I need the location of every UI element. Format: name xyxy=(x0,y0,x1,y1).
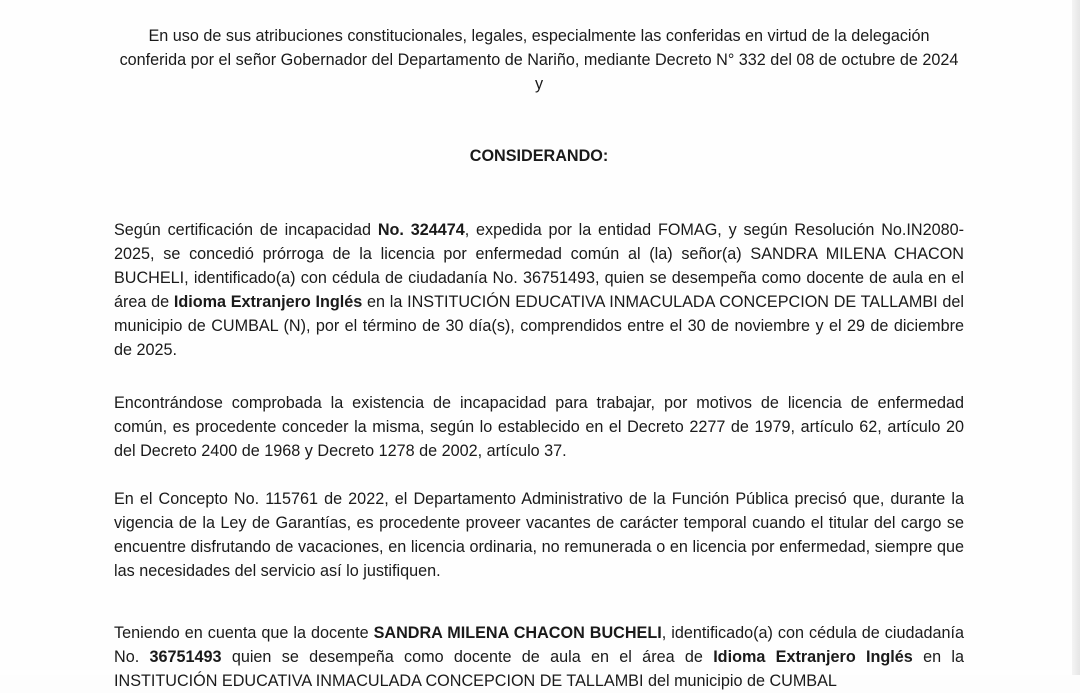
paragraph-1 xyxy=(114,218,964,362)
paragraph-1-certificate-number: No. 324474 xyxy=(377,221,465,239)
paragraph-1-text-c: , expedida por la entidad FOMAG, y según Resolución No.IN2080-2025, se concedió prórroga de la licencia por enfermedad común al (la) señor(a) SANDRA MILENA CHACON BUCHELI, identificado(a) con cédula de ciudadanía No. 36751493, quien se desempeña como docente de aula en el área de xyxy=(114,221,965,311)
paragraph-4 xyxy=(114,621,964,693)
page-edge-shadow xyxy=(1072,0,1080,675)
paragraph-4-teacher-name: SANDRA MILENA CHACON BUCHELI xyxy=(373,624,662,642)
paragraph-4-text-c: , identificado(a) con cédula de ciudadanía No. xyxy=(114,624,964,666)
considerando-heading: CONSIDERANDO: xyxy=(469,147,609,165)
paragraph-4-text-e: quien se desempeña como docente de aula en el área de xyxy=(221,648,714,666)
paragraph-1-text-e: en la INSTITUCIÓN EDUCATIVA INMACULADA CONCEPCION DE TALLAMBI del municipio de CUMBAL (N), por el término de 30 día(s), comprendidos entre el 30 de noviembre y el 29 de diciembre de 2025. xyxy=(114,293,964,359)
intro-paragraph: En uso de sus atribuciones constitucionales, legales, especialmente las conferidas en virtud de la delegación conferida por el señor Gobernador del Departamento de Nariño, mediante Decreto N° 332 del 08 de octubre de 2024 y xyxy=(119,27,959,93)
paragraph-1-text-a: Según certificación de incapacidad xyxy=(114,221,378,239)
paragraph-4-id-number: 36751493 xyxy=(149,648,222,666)
paragraph-4-subject-area: Idioma Extranjero Inglés xyxy=(713,648,913,666)
paragraph-3: En el Concepto No. 115761 de 2022, el Departamento Administrativo de la Función Pública precisó que, durante la vigencia de la Ley de Garantías, es procedente proveer vacantes de carácter temporal cuando el titular del cargo se encuentre disfrutando de vacaciones, en licencia ordinaria, no remunerada o en licencia por enfermedad, siempre que las necesidades del servicio así lo justifiquen. xyxy=(114,490,964,580)
paragraph-4-text-g: en la INSTITUCIÓN EDUCATIVA INMACULADA CONCEPCION DE TALLAMBI del municipio de CUMBAL xyxy=(114,648,964,690)
paragraph-4-text-a: Teniendo en cuenta que la docente xyxy=(114,624,374,642)
paragraph-1-subject-area: Idioma Extranjero Inglés xyxy=(173,293,363,311)
paragraph-2: Encontrándose comprobada la existencia de incapacidad para trabajar, por motivos de licencia de enfermedad común, es procedente conceder la misma, según lo establecido en el Decreto 2277 de 1979, artículo 62, artículo 20 del Decreto 2400 de 1968 y Decreto 1278 de 2002, artículo 37. xyxy=(114,394,964,460)
